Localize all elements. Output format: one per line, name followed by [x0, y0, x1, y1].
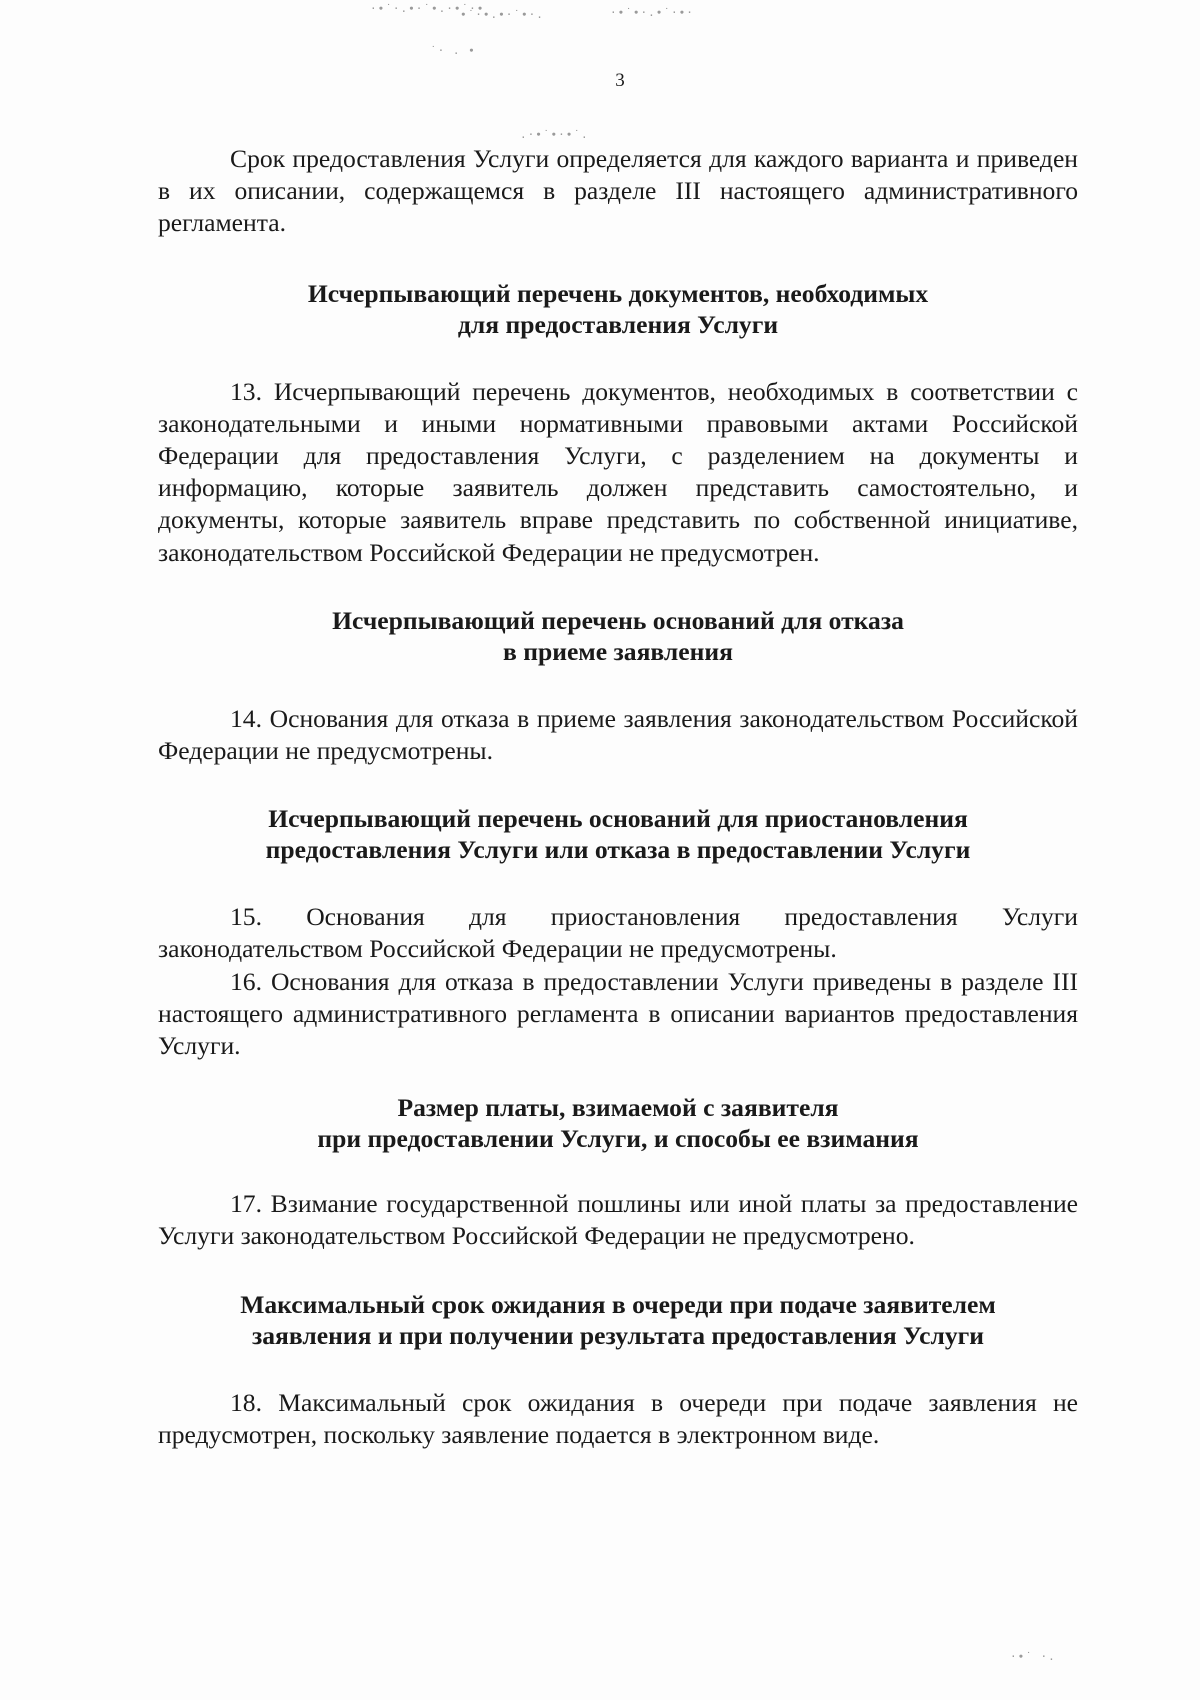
- section-heading-line: предоставления Услуги или отказа в предоставлении Услуги: [265, 835, 971, 865]
- section-heading: [158, 278, 1078, 340]
- page-number: 3: [615, 70, 625, 91]
- section-heading-line: для предоставления Услуги: [457, 309, 779, 339]
- section-heading: [158, 803, 1078, 865]
- paragraph-16: 16. Основания для отказа в предоставлении Услуги приведены в разделе III настоящего административного регламента в описании вариантов предоставления Услуги.: [158, 966, 1078, 1061]
- paragraph-14: 14. Основания для отказа в приеме заявления законодательством Российской Федерации не предусмотрены.: [158, 703, 1078, 766]
- paragraph-17: 17. Взимание государственной пошлины или иной платы за предоставление Услуги законодательством Российской Федерации не предусмотрено.: [158, 1189, 1078, 1251]
- scan-noise: .·∙˙∙·∙˙.: [520, 128, 589, 141]
- section-heading-line: заявления и при получении результата предоставления Услуги: [251, 1320, 985, 1350]
- scan-noise: ·∙˙ ·.: [1010, 1650, 1056, 1663]
- section-heading: [158, 1289, 1078, 1351]
- section-heading-line: Максимальный срок ожидания в очереди при подаче заявителем: [240, 1289, 996, 1319]
- section-heading-line: Исчерпывающий перечень оснований для отказа: [332, 605, 904, 635]
- scan-noise: ·∙˙∙·.∙˙·∙·: [610, 6, 694, 19]
- section-heading: [158, 1092, 1078, 1154]
- document-body: [158, 143, 1078, 1451]
- section-heading-line: в приеме заявления: [503, 636, 733, 666]
- section-heading: [158, 605, 1078, 667]
- section-heading-line: Исчерпывающий перечень документов, необходимых: [307, 278, 929, 308]
- intro-paragraph: Срок предоставления Услуги определяется для каждого варианта и приведен в их описании, содержащемся в разделе III настоящего административного регламента.: [158, 144, 1078, 238]
- paragraph-15: 15. Основания для приостановления предоставления Услуги законодательством Российской Федерации не предусмотрены.: [158, 902, 1078, 964]
- scan-noise: ·∙˙·.∙·˙∙.·∙˙·∙: [370, 2, 485, 15]
- section-heading-line: при предоставлении Услуги, и способы ее взимания: [317, 1124, 919, 1154]
- paragraph-18: 18. Максимальный срок ожидания в очереди при подаче заявления не предусмотрен, поскольку заявление подается в электронном виде.: [158, 1387, 1078, 1449]
- section-heading-line: Исчерпывающий перечень оснований для приостановления: [268, 804, 968, 834]
- section-heading-line: Размер платы, взимаемой с заявителя: [397, 1093, 839, 1123]
- paragraph-13: 13. Исчерпывающий перечень документов, необходимых в соответствии с законодательными и иными нормативными правовыми актами Российской Федерации для предоставления Услуги, с разделением на документы и информацию, которые заявитель должен представить самостоятельно, и документы, которые заявитель вправе представить по собственной инициативе, законодательством Российской Федерации не предусмотрен.: [158, 376, 1078, 567]
- scan-noise: ∙˙·∙.∙·˙∙·.: [460, 8, 544, 21]
- scan-noise: ˙· . ∙: [430, 44, 476, 57]
